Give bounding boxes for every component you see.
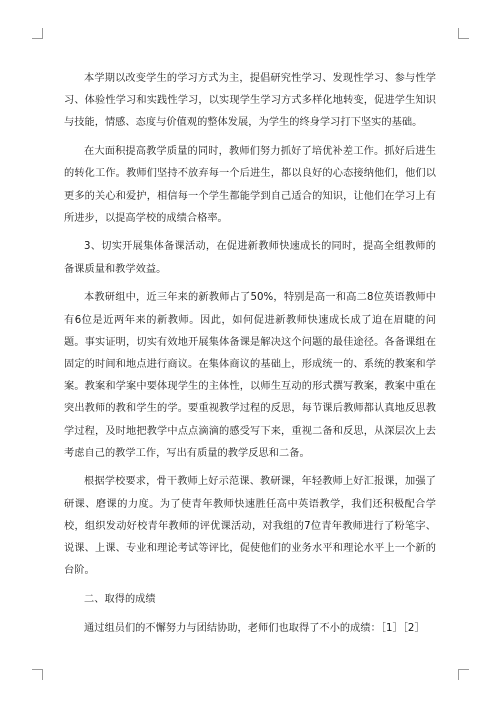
document-body [64,68,436,646]
paragraph-collective-lesson-prep: 3、切实开展集体备课活动，在促进新教师快速成长的同时，提高全组教师的备课质量和教学效益。 [64,241,436,275]
paragraph-remedial-work: 在大面积提高教学质量的同时，教师们努力抓好了培优补差工作。抓好后进生的转化工作。教师们坚持不放弃每一个后进生，都以良好的心态接纳他们，他们以更多的关心和爱护，相信每一个学生都能学到自己适合的知识，让他们在学习上有所进步，以提高学校的成绩合格率。 [64,146,436,224]
paragraph-achievements: 通过组员们的不懈努力与团结协助，老师们也取得了不小的成绩：［1］［2］ [84,622,425,634]
paragraph-demonstration-classes: 根据学校要求，骨干教师上好示范课、教研课，年轻教师上好汇报课，加强了研课、磨课的力度。为了使青年教师快速胜任高中英语教学，我们还积极配合学校，组织发动好校青年教师的评优课活动，对我组的7位青年教师进行了粉笔字、说课、上课、专业和理论考试等评比，促使他们的业务水平和理论水平上一个新的台阶。 [64,476,436,577]
paragraph-learning-methods: 本学期以改变学生的学习方式为主，提倡研究性学习、发现性学习、参与性学习、体验性学习和实践性学习，以实现学生学习方式多样化地转变，促进学生知识与技能，情感、态度与价值观的整体发展，为学生的终身学习打下坚实的基础。 [64,73,436,129]
crop-mark-top-right [458,28,469,39]
paragraph-new-teachers: 本教研组中，近三年来的新教师占了50%，特别是高一和高二8位英语教师中有6位是近两年来的新教师。因此，如何促进新教师快速成长成了迫在眉睫的问题。事实证明，切实有效地开展集体备课是解决这个问题的最佳途径。各备课组在固定的时间和地点进行商议。在集体商议的基础上，形成统一的、系统的教案和学案。教案和学案中要体现学生的主体性，以师生互动的形式撰写教案，教案中重在突出教师的教和学生的学。要重视教学过程的反思，每节课后教师都认真地反思教学过程，及时地把教学中点点滴滴的感受写下来，重视二备和反思，从深层次上去考虑自己的教学工作，写出有质量的教学反思和二备。 [64,292,436,459]
crop-mark-bottom-left [32,669,43,680]
crop-mark-top-left [32,28,43,39]
crop-mark-bottom-right [458,669,469,680]
section-heading-achievements: 二、取得的成绩 [84,593,156,605]
